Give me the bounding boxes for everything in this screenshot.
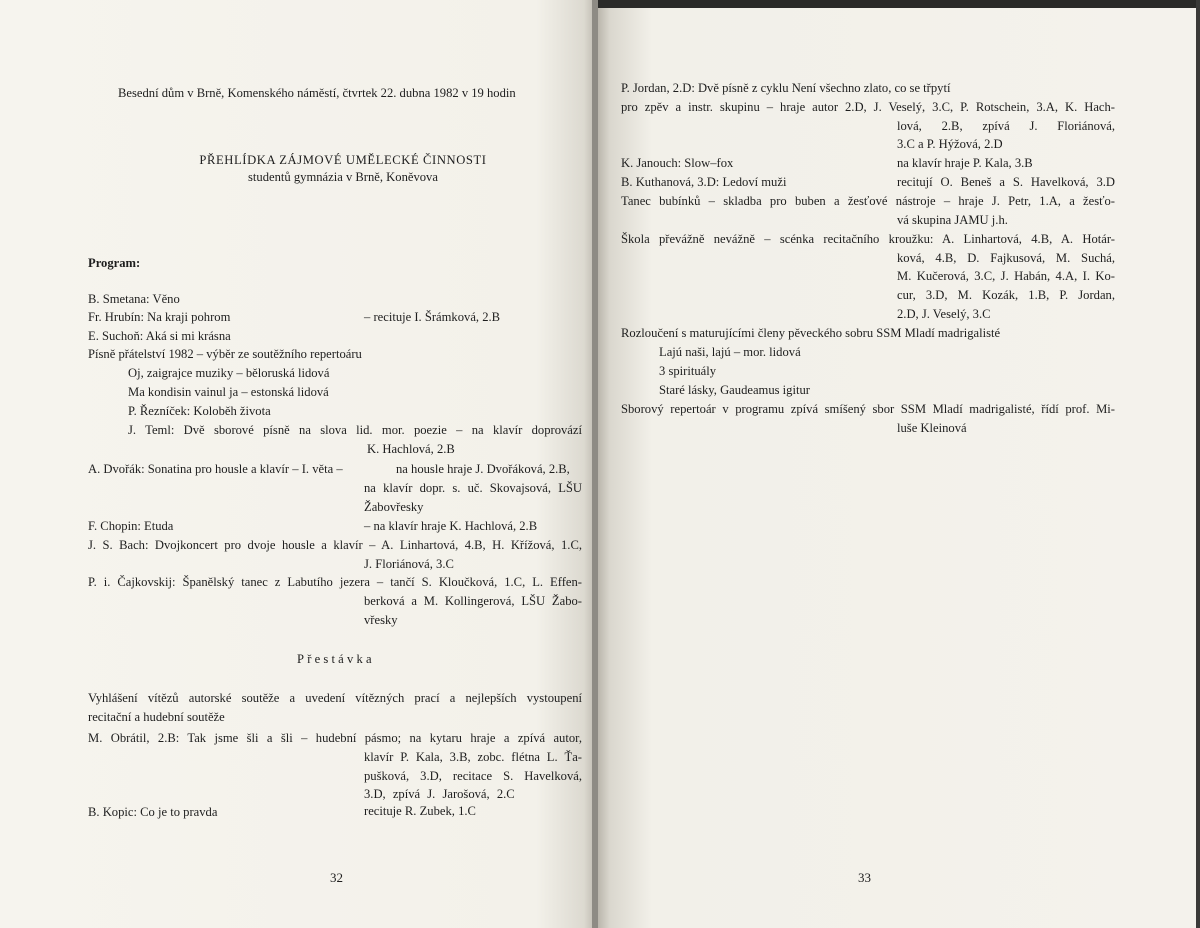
program-line: 3 spirituály	[659, 364, 717, 378]
program-line: J. Teml: Dvě sborové písně na slova lid. mor. poezie – na klavír doprovází	[128, 423, 582, 437]
program-line: M. Obrátil, 2.B: Tak jsme šli a šli – hudební pásmo; na kytaru hraje a zpívá autor,	[88, 731, 582, 745]
program-line: – na klavír hraje K. Hachlová, 2.B	[364, 519, 538, 533]
program-line: P. i. Čajkovskij: Španělský tanec z Labutího jezera – tančí S. Kloučková, 1.C, L. Effen-	[88, 575, 582, 589]
intermission-heading: Přestávka	[297, 652, 375, 666]
program-line: lová, 2.B, zpívá J. Floriánová,	[897, 119, 1115, 133]
program-line: Fr. Hrubín: Na kraji pohrom	[88, 310, 231, 324]
program-line: Lajú naši, lajú – mor. lidová	[659, 345, 801, 359]
program-line: 2.D, J. Veselý, 3.C	[897, 307, 991, 321]
program-line: recitují O. Beneš a S. Havelková, 3.D	[897, 175, 1115, 189]
program-line: Oj, zaigrajce muziky – běloruská lidová	[128, 366, 330, 380]
program-line: B. Kuthanová, 3.D: Ledoví muži	[621, 175, 787, 189]
program-line: na klavír dopr. s. uč. Skovajsová, LŠU	[364, 481, 582, 495]
program-line: P. Řezníček: Koloběh života	[128, 404, 271, 418]
program-line: P. Jordan, 2.D: Dvě písně z cyklu Není všechno zlato, co se třpytí	[621, 81, 951, 95]
left-page	[0, 0, 596, 928]
program-line: pro zpěv a instr. skupinu – hraje autor 2.D, J. Veselý, 3.C, P. Rotschein, 3.A, K. Hach-	[621, 100, 1115, 114]
program-line: 3.D, zpívá J. Jarošová, 2.C	[364, 787, 515, 801]
program-line: Škola převážně nevážně – scénka recitačního kroužku: A. Linhartová, 4.B, A. Hotár-	[621, 232, 1115, 246]
program-line: M. Kučerová, 3.C, J. Habán, 4.A, I. Ko-	[897, 269, 1115, 283]
program-line: 3.C a P. Hýžová, 2.D	[897, 137, 1003, 151]
program-line: K. Hachlová, 2.B	[367, 442, 455, 456]
program-line: vřesky	[364, 613, 398, 627]
program-line: ková, 4.B, D. Fajkusová, M. Suchá,	[897, 251, 1115, 265]
program-line: berková a M. Kollingerová, LŠU Žabo-	[364, 594, 582, 608]
program-line: Písně přátelství 1982 – výběr ze soutěžního repertoáru	[88, 347, 362, 361]
program-line: Ma kondisin vainul ja – estonská lidová	[128, 385, 329, 399]
program-line: J. Floriánová, 3.C	[364, 557, 454, 571]
program-line: klavír P. Kala, 3.B, zobc. flétna L. Ťa-	[364, 750, 582, 764]
page-number: 33	[858, 870, 871, 885]
program-line: luše Kleinová	[897, 421, 967, 435]
right-page	[598, 0, 1196, 928]
program-line: E. Suchoň: Aká si mi krásna	[88, 329, 231, 343]
venue-line: Besední dům v Brně, Komenského náměstí, čtvrtek 22. dubna 1982 v 19 hodin	[118, 86, 516, 100]
program-line: pušková, 3.D, recitace S. Havelková,	[364, 769, 582, 783]
program-line: Staré lásky, Gaudeamus igitur	[659, 383, 810, 397]
program-line: A. Dvořák: Sonatina pro housle a klavír – I. věta –	[88, 462, 343, 476]
program-line: B. Smetana: Věno	[88, 292, 180, 306]
program-line: J. S. Bach: Dvojkoncert pro dvoje housle a klavír – A. Linhartová, 4.B, H. Křížová, 1.C,	[88, 538, 582, 552]
program-line: F. Chopin: Etuda	[88, 519, 174, 533]
program-line: na klavír hraje P. Kala, 3.B	[897, 156, 1033, 170]
program-line: Rozloučení s maturujícími členy pěveckého sobru SSM Mladí madrigalisté	[621, 326, 1001, 340]
program-label: Program:	[88, 256, 141, 270]
program-line: Tanec bubínků – skladba pro buben a žesťové nástroje – hraje J. Petr, 1.A, a žesťo-	[621, 194, 1115, 208]
program-line: recituje R. Zubek, 1.C	[364, 804, 476, 818]
program-line: – recituje I. Šrámková, 2.B	[364, 310, 501, 324]
program-line: K. Janouch: Slow–fox	[621, 156, 734, 170]
page-number: 32	[330, 870, 343, 885]
program-line: na housle hraje J. Dvořáková, 2.B,	[396, 462, 570, 476]
program-line: B. Kopic: Co je to pravda	[88, 805, 218, 819]
program-line: vá skupina JAMU j.h.	[897, 213, 1008, 227]
program-title: PŘEHLÍDKA ZÁJMOVÉ UMĚLECKÉ ČINNOSTI	[199, 153, 487, 167]
program-line: Sborový repertoár v programu zpívá smíšený sbor SSM Mladí madrigalisté, řídí prof. Mi-	[621, 402, 1115, 416]
program-line: cur, 3.D, M. Kozák, 1.B, P. Jordan,	[897, 288, 1115, 302]
program-line: Vyhlášení vítězů autorské soutěže a uvedení vítězných prací a nejlepších vystoupení	[88, 691, 582, 705]
program-subtitle: studentů gymnázia v Brně, Koněvova	[248, 170, 438, 184]
program-line: recitační a hudební soutěže	[88, 710, 225, 724]
program-line: Žabovřesky	[364, 500, 424, 514]
